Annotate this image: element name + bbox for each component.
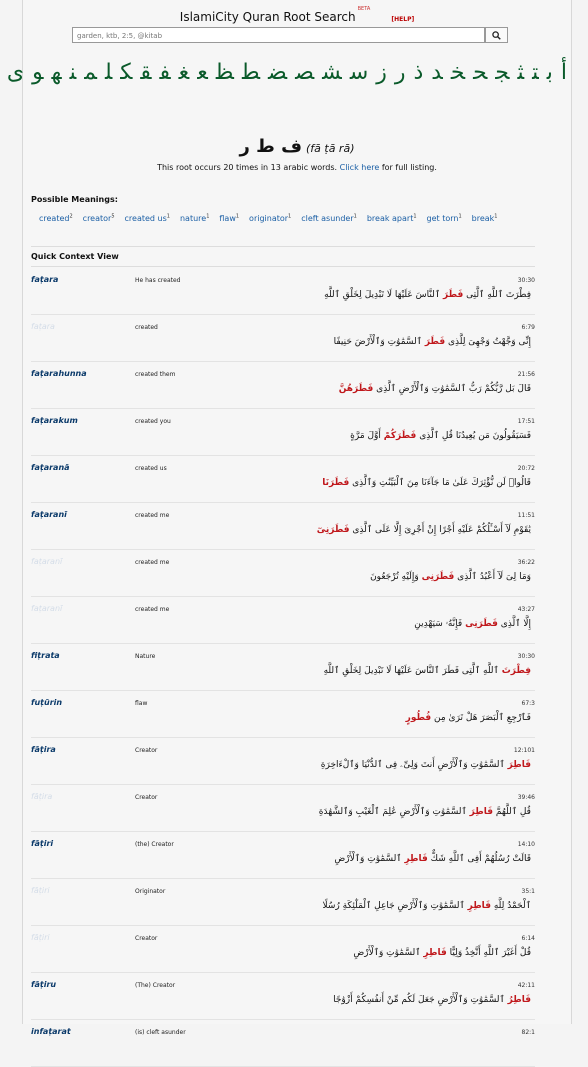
highlighted-root-word: فِطْرَتَ: [501, 666, 531, 676]
context-word-link[interactable]: fāṭiri: [31, 933, 50, 942]
verse-text: إِنِّى وَجَّهْتُ وَجْهِىَ لِلَّذِى فَطَرَ ٱلسَّمَٰوَٰتِ وَٱلْأَرْضَ حَنِيفًا: [333, 337, 531, 347]
context-word-link[interactable]: faṭara: [31, 275, 59, 284]
verse-reference-link[interactable]: 35:1: [521, 888, 535, 895]
arabic-letter-index: [6, 58, 571, 88]
arabic-letter-link[interactable]: أ: [560, 60, 567, 85]
context-word-link[interactable]: fāṭira: [31, 745, 56, 754]
context-word-link[interactable]: fuṭūrin: [31, 698, 63, 707]
context-meaning: Creator: [135, 747, 158, 754]
quick-context-list: [31, 268, 535, 1067]
arabic-letter-link[interactable]: م: [84, 60, 97, 85]
context-word-link[interactable]: fāṭiri: [31, 886, 50, 895]
arabic-letter-link[interactable]: د: [431, 60, 443, 85]
meaning-link[interactable]: cleft asunder$^1$: [301, 213, 357, 223]
meaning-link[interactable]: originator$^1$: [249, 213, 292, 223]
highlighted-root-word: فُطُورٍ: [405, 713, 432, 723]
verse-text: ٱلْحَمْدُ لِلَّهِ فَاطِرِ ٱلسَّمَٰوَٰتِ وَٱلْأَرْضِ جَاعِلِ ٱلْمَلَٰٓئِكَةِ رُسُلًا: [322, 901, 531, 911]
highlighted-root-word: فَاطِرِ: [423, 948, 447, 958]
context-row: [31, 503, 535, 550]
context-word-link[interactable]: faṭara: [31, 322, 55, 331]
verse-text: قَالَ بَل رَّبُّكُمْ رَبُّ ٱلسَّمَٰوَٰتِ وَٱلْأَرْضِ ٱلَّذِى فَطَرَهُنَّ: [338, 384, 531, 394]
help-link[interactable]: [HELP]: [391, 16, 415, 23]
verse-reference-link[interactable]: 30:30: [517, 277, 535, 284]
context-meaning: Originator: [135, 888, 166, 895]
quick-context-label: Quick Context View: [31, 252, 119, 261]
occurrence-suffix: for full listing.: [381, 163, 437, 172]
full-listing-link[interactable]: Click here: [339, 163, 380, 172]
arabic-letter-link[interactable]: خ: [450, 60, 466, 85]
beta-badge: BETA: [357, 6, 371, 12]
verse-text: قُلْ أَغَيْرَ ٱللَّهِ أَتَّخِذُ وَلِيًّا فَاطِرِ ٱلسَّمَٰوَٰتِ وَٱلْأَرْضِ: [353, 948, 531, 958]
highlighted-root-word: فَاطِرَ: [507, 760, 531, 770]
verse-text: قُلِ ٱللَّهُمَّ فَاطِرَ ٱلسَّمَٰوَٰتِ وَٱلْأَرْضِ عَٰلِمَ ٱلْغَيْبِ وَٱلشَّهَٰدَةِ: [318, 807, 531, 817]
arabic-letter-link[interactable]: ش: [322, 60, 342, 85]
context-row: [31, 268, 535, 315]
verse-reference-link[interactable]: 6:79: [521, 324, 535, 331]
meaning-count: 5: [111, 213, 115, 219]
arabic-letter-link[interactable]: ه: [51, 60, 62, 85]
context-row: [31, 879, 535, 926]
context-row: [31, 456, 535, 503]
meaning-count: 1: [353, 213, 357, 219]
context-word-link[interactable]: fāṭiri: [31, 839, 54, 848]
meaning-link[interactable]: nature$^1$: [179, 213, 210, 223]
verse-text: قَالُوا۟ لَن نُّؤْثِرَكَ عَلَىٰ مَا جَآءَنَا مِنَ ٱلْبَيِّنَٰتِ وَٱلَّذِى فَطَرَنَا: [322, 478, 531, 488]
verse-reference-link[interactable]: 20:72: [517, 465, 535, 472]
verse-reference-link[interactable]: 36:22: [517, 559, 535, 566]
highlighted-root-word: فَطَرَهُنَّ: [338, 384, 374, 394]
context-word-link[interactable]: faṭaranī: [31, 557, 63, 566]
context-meaning: created you: [135, 418, 171, 425]
highlighted-root-word: فَطَرَنَا: [322, 478, 350, 488]
context-row: [31, 315, 535, 362]
context-word-link[interactable]: fāṭira: [31, 792, 53, 801]
root-arabic: ف ط ر: [239, 136, 302, 157]
context-word-link[interactable]: fiṭrata: [31, 651, 60, 660]
search-button[interactable]: [485, 27, 508, 43]
arabic-letter-link[interactable]: ل: [104, 60, 113, 85]
meaning-link[interactable]: break apart$^1$: [366, 213, 417, 223]
context-row: [31, 785, 535, 832]
arabic-letter-link[interactable]: ث: [517, 60, 525, 85]
verse-text: فِطْرَتَ ٱللَّهِ ٱلَّتِى فَطَرَ ٱلنَّاسَ عَلَيْهَا لَا تَبْدِيلَ لِخَلْقِ ٱللَّهِ: [323, 666, 531, 676]
meaning-link[interactable]: break$^1$: [471, 213, 498, 223]
occurrence-text: This root occurs 20 times in 13 arabic words.: [157, 163, 338, 172]
verse-reference-link[interactable]: 6:14: [521, 935, 535, 942]
meaning-count: 1: [494, 213, 498, 219]
arabic-letter-link[interactable]: ظ: [215, 60, 234, 85]
verse-reference-link[interactable]: 12:101: [513, 747, 535, 754]
meaning-link[interactable]: creator$^5$: [82, 213, 115, 223]
context-meaning: Nature: [135, 653, 156, 660]
verse-text: فَاطِرُ ٱلسَّمَٰوَٰتِ وَٱلْأَرْضِ جَعَلَ لَكُم مِّنْ أَنفُسِكُمْ أَزْوَٰجًا: [333, 995, 531, 1005]
arabic-letter-link[interactable]: س: [349, 60, 369, 85]
verse-text: إِلَّا ٱلَّذِى فَطَرَنِى فَإِنَّهُۥ سَيَهْدِينِ: [414, 619, 531, 629]
context-word-link[interactable]: fāṭiru: [31, 980, 57, 989]
verse-text: فِطْرَتَ ٱللَّهِ ٱلَّتِى فَطَرَ ٱلنَّاسَ عَلَيْهَا لَا تَبْدِيلَ لِخَلْقِ ٱللَّهِ: [324, 290, 531, 300]
arabic-letter-link[interactable]: ك: [120, 60, 133, 85]
arabic-letter-link[interactable]: و: [32, 60, 44, 85]
arabic-letter-link[interactable]: ض: [268, 60, 288, 85]
highlighted-root-word: فَطَرَنِىٓ: [316, 525, 350, 535]
meaning-count: 1: [206, 213, 210, 219]
meaning-link[interactable]: flaw$^1$: [219, 213, 240, 223]
meaning-link[interactable]: created$^2$: [39, 213, 73, 223]
verse-text: قَالَتْ رُسُلُهُمْ أَفِى ٱللَّهِ شَكٌّ فَاطِرِ ٱلسَّمَٰوَٰتِ وَٱلْأَرْضِ: [334, 854, 531, 864]
verse-reference-link[interactable]: 11:51: [517, 512, 535, 519]
context-meaning: created me: [135, 606, 170, 613]
context-word-link[interactable]: faṭarahunna: [31, 369, 87, 378]
meaning-count: 2: [69, 213, 73, 219]
context-row: [31, 1020, 535, 1067]
context-meaning: Creator: [135, 935, 158, 942]
meaning-count: 1: [458, 213, 462, 219]
highlighted-root-word: فَاطِرُ: [507, 995, 531, 1005]
divider: [31, 246, 535, 247]
context-meaning: He has created: [135, 277, 181, 284]
context-row: [31, 926, 535, 973]
verse-text: فَاطِرَ ٱلسَّمَٰوَٰتِ وَٱلْأَرْضِ أَنتَ وَلِىِّۦ فِى ٱلدُّنْيَا وَٱلْءَاخِرَةِ: [320, 760, 531, 770]
arabic-letter-link[interactable]: ت: [532, 60, 539, 85]
possible-meanings-list: [39, 209, 539, 226]
arabic-letter-link[interactable]: ز: [376, 60, 387, 85]
highlighted-root-word: فَطَرَنِى: [421, 572, 455, 582]
context-meaning: (the) Creator: [135, 841, 174, 848]
root-heading: [23, 136, 571, 157]
context-row: [31, 362, 535, 409]
context-meaning: (is) cleft asunder: [135, 1029, 186, 1036]
header: [23, 0, 571, 25]
search-bar: [72, 27, 528, 45]
arabic-letter-link[interactable]: ن: [69, 60, 77, 85]
context-word-link[interactable]: infaṭarat: [31, 1027, 71, 1036]
highlighted-root-word: فَطَرَنِى: [465, 619, 498, 629]
verse-text: فَٱرْجِعِ ٱلْبَصَرَ هَلْ تَرَىٰ مِن فُطُورٍ: [405, 713, 531, 723]
verse-text: وَمَا لِىَ لَآ أَعْبُدُ ٱلَّذِى فَطَرَنِى وَإِلَيْهِ تُرْجَعُونَ: [370, 572, 531, 582]
context-word-link[interactable]: faṭarakum: [31, 416, 78, 425]
context-meaning: (The) Creator: [135, 982, 176, 989]
context-meaning: created them: [135, 371, 176, 378]
arabic-letter-link[interactable]: ق: [140, 60, 152, 85]
verse-reference-link[interactable]: 17:51: [517, 418, 535, 425]
context-row: [31, 644, 535, 691]
context-row: [31, 691, 535, 738]
context-word-link[interactable]: faṭaranī: [31, 604, 63, 613]
context-meaning: created me: [135, 512, 170, 519]
arabic-letter-link[interactable]: غ: [178, 60, 190, 85]
context-meaning: created me: [135, 559, 170, 566]
meaning-link[interactable]: created $us^1$: [124, 213, 170, 223]
verse-reference-link[interactable]: 39:46: [517, 794, 535, 801]
highlighted-root-word: فَطَرَكُمْ: [383, 431, 417, 441]
verse-reference-link[interactable]: 21:56: [517, 371, 535, 378]
root-transliteration: (fā ṭā rā): [305, 142, 355, 155]
meaning-count: 1: [235, 213, 240, 219]
divider: [31, 266, 535, 267]
arabic-letter-link[interactable]: ع: [197, 60, 208, 85]
arabic-letter-link[interactable]: ب: [546, 60, 553, 85]
context-row: [31, 597, 535, 644]
arabic-letter-link[interactable]: ط: [241, 60, 261, 85]
verse-reference-link[interactable]: 82:1: [521, 1029, 535, 1036]
arabic-letter-link[interactable]: ر: [394, 60, 406, 85]
verse-text: يَٰقَوْمِ لَآ أَسْـَٔلُكُمْ عَلَيْهِ أَجْرًا إِنْ أَجْرِىَ إِلَّا عَلَى ٱلَّذِى فَطَرَنِىٓ: [316, 525, 531, 535]
verse-reference-link[interactable]: 30:30: [517, 653, 535, 660]
context-meaning: Creator: [135, 794, 158, 801]
arabic-letter-link[interactable]: ص: [295, 60, 315, 85]
context-row: [31, 832, 535, 879]
verse-reference-link[interactable]: 14:10: [517, 841, 535, 848]
context-row: [31, 973, 535, 1020]
highlighted-root-word: فَطَرَ: [442, 290, 464, 300]
highlighted-root-word: فَطَرَ: [424, 337, 446, 347]
meaning-count: 1: [413, 213, 417, 219]
arabic-letter-link[interactable]: ج: [495, 60, 510, 85]
context-meaning: flaw: [135, 700, 148, 707]
verse-reference-link[interactable]: 67:3: [521, 700, 535, 707]
context-word-link[interactable]: faṭaranī: [31, 510, 67, 519]
meaning-count: 1: [166, 213, 170, 219]
occurrence-summary: [23, 163, 571, 172]
verse-reference-link[interactable]: 43:27: [517, 606, 535, 613]
highlighted-root-word: فَاطِرَ: [469, 807, 494, 817]
page-title: IslamiCity Quran Root Search: [179, 10, 356, 24]
context-word-link[interactable]: faṭaranā: [31, 463, 70, 472]
content-frame: [6, 0, 572, 1036]
highlighted-root-word: فَاطِرِ: [467, 901, 491, 911]
context-row: [31, 738, 535, 785]
arabic-letter-link[interactable]: ذ: [413, 60, 424, 85]
context-row: [31, 409, 535, 456]
possible-meanings-label: Possible Meanings:: [31, 195, 118, 204]
meaning-link[interactable]: get torn$^1$: [426, 213, 462, 223]
search-input[interactable]: garden, ktb, 2:5, @kitab: [72, 27, 485, 43]
meaning-count: 1: [288, 213, 292, 219]
arabic-letter-link[interactable]: ى: [6, 60, 25, 85]
verse-text: فَسَيَقُولُونَ مَن يُعِيدُنَا قُلِ ٱلَّذِى فَطَرَكُمْ أَوَّلَ مَرَّةٍ: [350, 431, 531, 441]
context-meaning: created us: [135, 465, 167, 472]
highlighted-root-word: فَاطِرِ: [404, 854, 428, 864]
context-row: [31, 550, 535, 597]
arabic-letter-link[interactable]: ف: [159, 60, 171, 85]
context-meaning: created: [135, 324, 158, 331]
verse-reference-link[interactable]: 42:11: [517, 982, 535, 989]
arabic-letter-link[interactable]: ح: [473, 60, 488, 85]
search-icon: [492, 31, 501, 40]
